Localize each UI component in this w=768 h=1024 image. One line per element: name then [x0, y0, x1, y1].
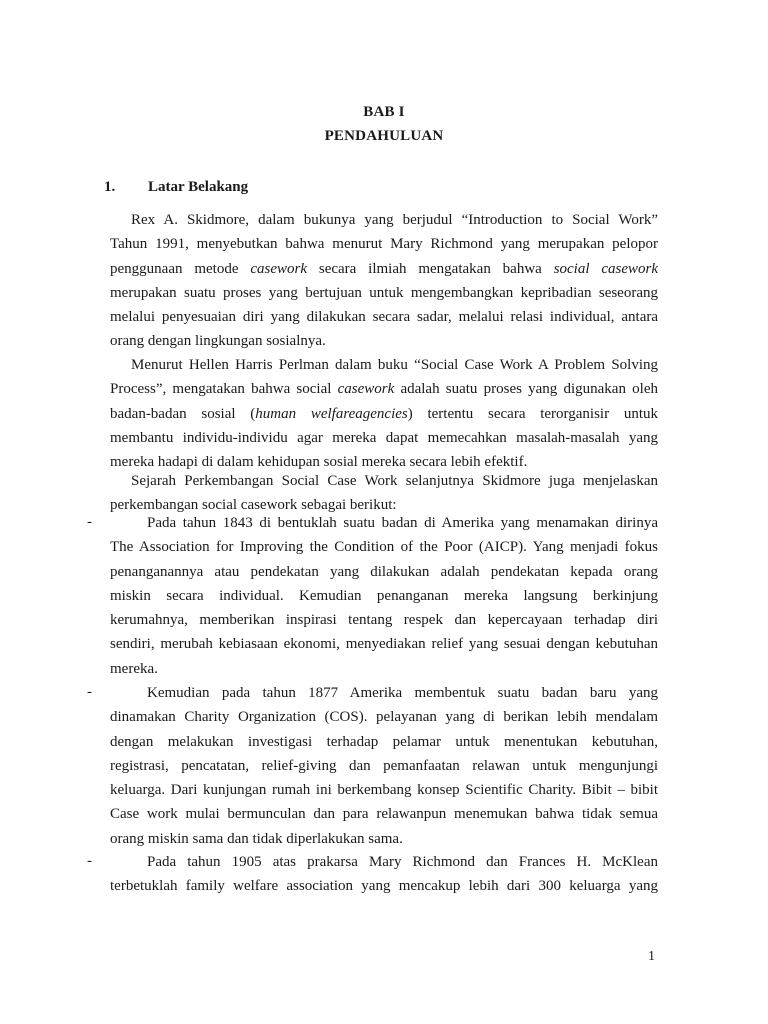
- paragraph-line: Case work mulai bermunculan dan para relawanpun menemukan bahwa tidak semua: [110, 806, 658, 823]
- paragraph-line: mereka.: [110, 660, 158, 677]
- italic-term: human welfareagencies: [255, 405, 408, 422]
- bullet-item-1843: [110, 511, 658, 681]
- text-run: penggunaan metode: [110, 260, 251, 277]
- paragraph-line: sendiri, merubah kebiasaan ekonomi, menyediakan relief yang sesuai dengan kebutuhan: [110, 636, 658, 653]
- paragraph-line: keluarga. Dari kunjungan rumah ini berkembang konsep Scientific Charity. Bibit – bibit: [110, 782, 658, 799]
- chapter-title: PENDAHULUAN: [324, 128, 444, 144]
- paragraph-line: [110, 402, 658, 426]
- paragraph-line: Tahun 1991, menyebutkan bahwa menurut Mary Richmond yang merupakan pelopor: [110, 236, 658, 253]
- paragraph-perlman: [110, 353, 658, 474]
- paragraph-line: terbetuklah family welfare association yang mencakup lebih dari 300 keluarga yang: [110, 878, 658, 895]
- chapter-number: BAB I: [363, 104, 405, 120]
- paragraph-line: membantu individu-individu agar mereka dapat memecahkan masalah-masalah yang: [110, 429, 658, 446]
- paragraph-line: Menurut Hellen Harris Perlman dalam buku “Social Case Work A Problem Solving: [131, 357, 658, 373]
- paragraph-line: Rex A. Skidmore, dalam bukunya yang berjudul “Introduction to Social Work”: [131, 212, 658, 228]
- bullet-dash: -: [87, 684, 92, 700]
- bullet-dash: -: [87, 853, 92, 869]
- paragraph-line: orang miskin sama dan tidak diperlakukan sama.: [110, 830, 403, 847]
- text-run: Process”, mengatakan bahwa social: [110, 381, 338, 398]
- paragraph-line: Pada tahun 1905 atas prakarsa Mary Richmond dan Frances H. McKlean: [147, 854, 658, 870]
- section-heading: [104, 179, 248, 196]
- paragraph-line: The Association for Improving the Condition of the Poor (AICP). Yang menjadi fokus: [110, 539, 658, 556]
- paragraph-line: Sejarah Perkembangan Social Case Work selanjutnya Skidmore juga menjelaskan: [131, 473, 658, 489]
- paragraph-line: [110, 377, 658, 401]
- paragraph-line: mereka hadapi di dalam kehidupan sosial mereka secara lebih efektif.: [110, 454, 528, 471]
- text-run: adalah suatu proses yang digunakan oleh: [394, 381, 658, 398]
- italic-term: social casework: [553, 260, 659, 277]
- section-title: Latar Belakang: [148, 179, 249, 195]
- italic-term: casework: [250, 260, 307, 277]
- text-run: badan-badan sosial (: [110, 405, 256, 422]
- bullet-item-1905: [110, 850, 658, 899]
- paragraph-line: penanganannya atau pendekatan yang dilakukan adalah pendekatan kepada orang: [110, 563, 658, 580]
- paragraph-line: Kemudian pada tahun 1877 Amerika membentuk suatu badan baru yang: [147, 685, 658, 701]
- paragraph-line: perkembangan social casework sebagai berikut:: [110, 497, 397, 514]
- text-run: secara ilmiah mengatakan bahwa: [307, 260, 554, 277]
- paragraph-line: dengan melakukan investigasi terhadap pelamar untuk menentukan kebutuhan,: [110, 733, 658, 750]
- paragraph-line: [110, 257, 658, 281]
- italic-term: casework: [337, 381, 395, 398]
- page-number: 1: [648, 949, 655, 964]
- paragraph-line: Pada tahun 1843 di bentuklah suatu badan di Amerika yang menamakan dirinya: [147, 515, 658, 531]
- bullet-item-1877: [110, 681, 658, 851]
- paragraph-line: registrasi, pencatatan, relief-giving dan pemanfaatan relawan untuk mengunjungi: [110, 757, 658, 774]
- paragraph-line: kerumahnya, memberikan inspirasi tentang respek dan kepercayaan terhadap diri: [110, 612, 658, 629]
- paragraph-line: dinamakan Charity Organization (COS). pelayanan yang di berikan lebih mendalam: [110, 709, 658, 726]
- bullet-dash: -: [87, 514, 92, 530]
- paragraph-skidmore: [110, 208, 658, 354]
- paragraph-line: orang dengan lingkungan sosialnya.: [110, 333, 326, 350]
- paragraph-line: merupakan suatu proses yang bertujuan untuk mengembangkan kepribadian seseorang: [110, 284, 658, 301]
- paragraph-line: miskin secara individual. Kemudian penanganan mereka langsung berkinjung: [110, 587, 658, 604]
- text-run: ) tertentu secara terorganisir untuk: [407, 405, 658, 422]
- section-number: 1.: [104, 179, 116, 195]
- paragraph-line: melalui penyesuaian diri yang dilakukan secara sadar, melalui relasi individual, antara: [110, 309, 658, 326]
